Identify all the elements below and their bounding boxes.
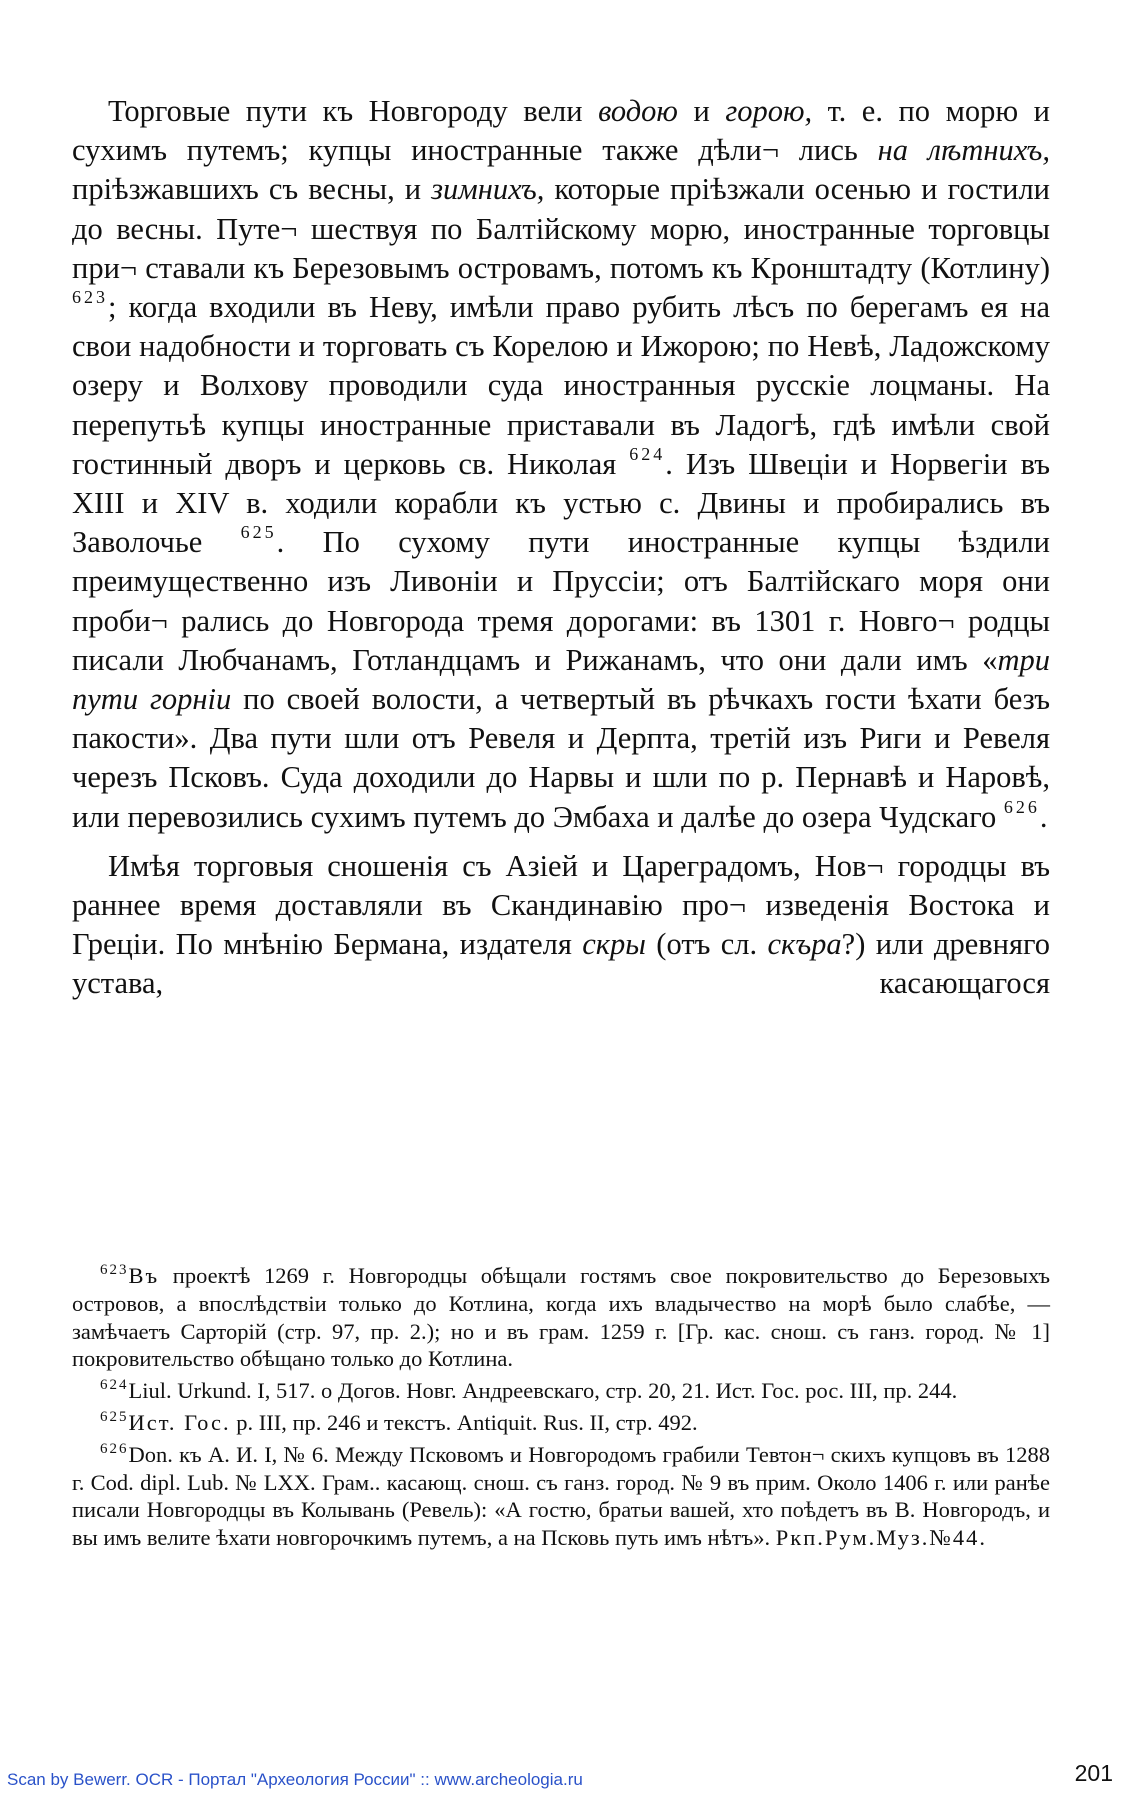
text-run: (отъ сл. <box>645 927 768 962</box>
text-run: проектѣ 1269 г. Новгородцы обѣщали гостямъ свое покровительство до Березовыхъ островов, а впослѣдствіи только до Котлина, когда ихъ владычество на морѣ было слабѣе, — замѣчаетъ Сарторій (стр. 97, пр. 2.); но и въ грам. 1259 г. [Гр. кас. снош. съ ганз. город. № 1] покровительство обѣщано только до Котлина. <box>72 1263 1050 1372</box>
text-run: Don. къ А. И. I, № 6. Между Псковомъ и Новгородомъ грабили Тевтон¬ скихъ купцовъ въ 1288 г. Cod. dipl. Lub. № LXX. Грам.. касающ. снош. съ ганз. город. № 9 въ прим. Около 1406 г. или ранѣе писали Новгородцы въ Колывань (Ревель): «А гостю, братьи вашей, хто поѣдетъ въ В. Новгородъ, и вы имъ велите ѣхати новгорочкимъ путемъ, а на Псковь путь имъ нѣтъ». <box>72 1441 1050 1551</box>
footnote-624 <box>72 1377 1050 1405</box>
footnote-623 <box>72 1262 1050 1373</box>
footnote-marker: 626 <box>1003 796 1040 817</box>
spaced-run: Въ <box>128 1263 160 1288</box>
italic-run: скъра <box>767 927 842 962</box>
text-run: Имѣя торговыя сношенія съ Азіей и Цареградомъ, Нов¬ городцы въ раннее время доставляли въ Скандинавію про¬ изведенія Востока и Греціи. По мнѣнію Бермана, издателя <box>72 848 1050 962</box>
text-run: ?) или древняго устава, касающагося <box>72 927 1050 1001</box>
italic-run: водою <box>598 94 678 128</box>
text-run: пріѣзжавшихъ съ весны, и <box>72 172 432 207</box>
text-run: т. е. по морю и сухимъ путемъ; купцы иностранные также дѣли¬ лись <box>72 94 1051 168</box>
text-run: которые пріѣзжали осенью и гостили до весны. Путе¬ шествуя по Балтійскому морю, иностранные торговцы при¬ ставали къ Березовымъ островамъ, потомъ къ Кронштадту (Котлину) <box>72 172 1050 285</box>
text-run: и <box>677 94 726 128</box>
footnote-626 <box>72 1441 1050 1552</box>
footnote-marker: 623 <box>100 1262 129 1278</box>
footnote-marker: 623 <box>72 287 108 308</box>
main-text <box>72 92 1050 1004</box>
footnote-marker: 625 <box>240 522 277 543</box>
italic-run: зимнихъ, <box>431 172 545 207</box>
footnote-marker: 625 <box>100 1408 129 1425</box>
paragraph-1 <box>72 92 1050 837</box>
italic-run: на лѣтнихъ, <box>877 133 1051 168</box>
footnote-marker: 624 <box>100 1377 129 1394</box>
italic-run: горою, <box>725 94 813 128</box>
scan-credit-link[interactable]: Scan by Bewerr. OCR - Портал "Археология России" :: www.archeologia.ru <box>7 1770 583 1789</box>
text-run: Liul. Urkund. I, 517. о Догов. Новг. Андреевскаго, стр. 20, 21. Ист. Гос. рос. III, пр. 244. <box>128 1378 958 1404</box>
footnote-marker: 626 <box>100 1440 129 1457</box>
italic-run: три пути горніи <box>72 642 1050 717</box>
text-run: . Изъ Швеціи и Норвегіи въ XIII и XIV в. ходили корабли къ устью с. Двины и пробирались въ Заволочье <box>72 446 1050 560</box>
text-run: р. III, пр. 246 и текстъ. Antiquit. Rus. II, стр. 492. <box>230 1409 698 1435</box>
footnote-marker: 624 <box>629 443 666 464</box>
italic-run: скры <box>582 927 646 962</box>
text-run: ; когда входили въ Неву, имѣли право рубить лѣсъ по берегамъ ея на свои надобности и торговать съ Корелою и Ижорою; по Невѣ, Ладожскому озеру и Волхову проводили суда иностранныя русскіе лоцманы. На перепутьѣ купцы иностранные приставали въ Ладогѣ, гдѣ имѣли свой гостинный дворъ и церковь св. Николая <box>72 290 1050 481</box>
paragraph-2 <box>72 847 1050 1004</box>
footnotes <box>72 1262 1050 1556</box>
text-run: Торговые пути къ Новгороду вели <box>108 94 599 128</box>
text-run: по своей волости, а четвертый въ рѣчкахъ гости ѣхати безъ пакости». Два пути шли отъ Ревеля и Дерпта, третій изъ Риги и Ревеля черезъ Псковъ. Суда доходили до Нарвы и шли по р. Пернавѣ и Наровѣ, или перевозились сухимъ путемъ до Эмбаха и далѣе до озера Чудскаго <box>72 682 1050 834</box>
spaced-run: Ист. Гос. <box>128 1409 231 1435</box>
footnote-625 <box>72 1409 1050 1437</box>
text-run: . <box>1039 799 1048 834</box>
text-run: . По сухому пути иностранные купцы ѣздили преимущественно изъ Ливоніи и Пруссіи; отъ Балтійскаго моря они проби¬ рались до Новгорода тремя дорогами: въ 1301 г. Новго¬ родцы писали Любчанамъ, Готландцамъ и Рижанамъ, что они дали имъ « <box>72 525 1050 677</box>
spaced-run: Ркп.Рум.Муз.№44. <box>775 1525 988 1551</box>
page-number: 201 <box>1074 1760 1113 1786</box>
